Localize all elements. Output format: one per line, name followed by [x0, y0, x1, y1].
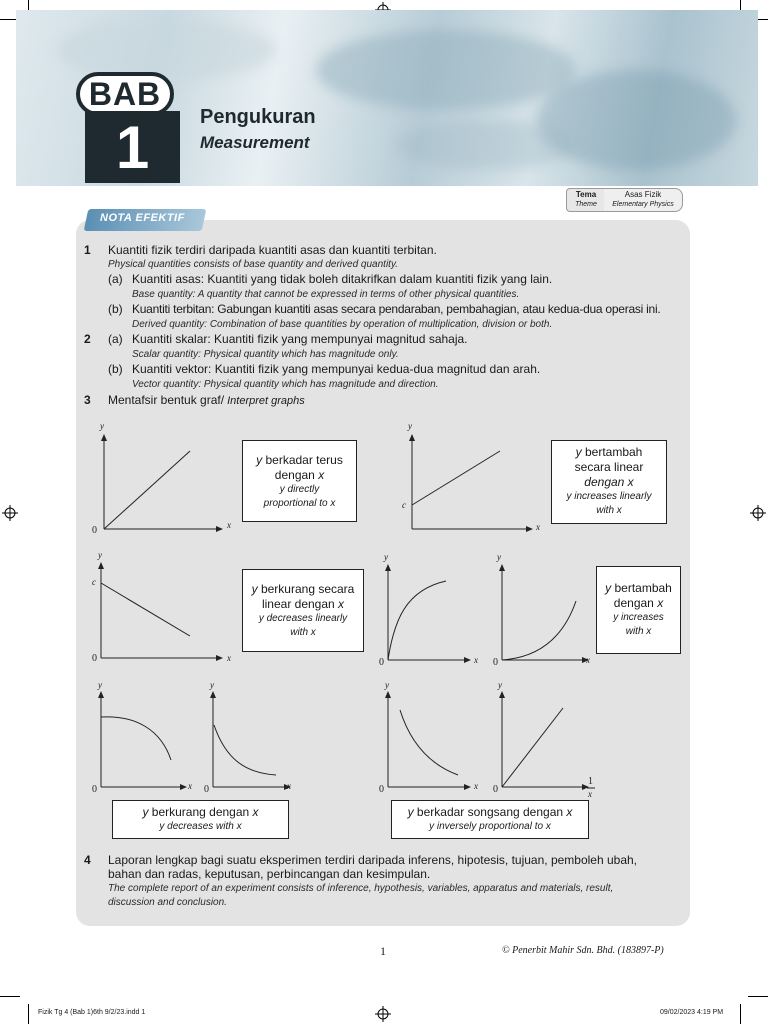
- item-text: bahan dan radas, keputusan, perbincangan dan kesimpulan.: [108, 867, 431, 881]
- axis-label: x: [188, 781, 192, 791]
- axis-label: y: [408, 421, 412, 431]
- label-direct: y berkadar terus dengan x y directly proportional to x: [242, 440, 357, 522]
- origin-label: 0: [493, 657, 498, 668]
- registration-mark-bottom: [375, 1006, 391, 1022]
- axis-label: y: [497, 552, 501, 562]
- sub-text: Kuantiti asas: Kuantiti yang tidak boleh ditakrifkan dalam kuantiti fizik yang lain.: [132, 272, 553, 286]
- axis-label: x: [536, 522, 540, 532]
- label-increase: y bertambah dengan x y increases with x: [596, 566, 681, 654]
- sub-label: (b): [108, 362, 123, 376]
- graph-line: [104, 451, 190, 529]
- axis-label: x: [586, 655, 590, 665]
- axis-label: x: [227, 653, 231, 663]
- page-number: 1: [380, 944, 386, 958]
- label-inverse: y berkadar songsang dengan x y inversely proportional to x: [391, 800, 589, 839]
- theme-label-en: Theme: [575, 201, 597, 208]
- axis-label: y: [210, 680, 214, 690]
- file-slug: Fizik Tg 4 (Bab 1)6th 9/2/23.indd 1: [38, 1009, 146, 1016]
- sub-translation: Vector quantity: Physical quantity which has magnitude and direction.: [132, 379, 439, 390]
- item-translation: The complete report of an experiment consists of inference, hypothesis, variables, apparatus and materials, result,: [108, 883, 614, 894]
- registration-mark-right: [750, 505, 766, 521]
- axis-label: y: [498, 680, 502, 690]
- crop-mark: [28, 1004, 29, 1024]
- graph-line: [101, 717, 171, 760]
- theme-label: Tema: [575, 190, 597, 199]
- intercept-label: c: [92, 577, 96, 587]
- sub-text: Kuantiti skalar: Kuantiti fizik yang mempunyai magnitud sahaja.: [132, 332, 468, 346]
- chapter-title: Pengukuran: [200, 106, 316, 128]
- graph-line: [502, 708, 563, 787]
- fraction-numerator: 1: [588, 776, 593, 787]
- label-decrease-linear: y berkurang secara linear dengan x y decreases linearly with x: [242, 569, 364, 652]
- axis-label: x: [588, 789, 592, 799]
- origin-label: 0: [379, 657, 384, 668]
- axis-label: x: [474, 655, 478, 665]
- origin-label: 0: [92, 784, 97, 795]
- crop-mark: [748, 996, 768, 997]
- origin-label: 0: [379, 784, 384, 795]
- item-number: 4: [84, 853, 91, 867]
- intercept-label: c: [402, 500, 406, 510]
- graph-line: [412, 451, 500, 505]
- chapter-subtitle: Measurement: [200, 133, 310, 152]
- sub-label: (a): [108, 332, 123, 346]
- sub-label: (b): [108, 302, 123, 316]
- graph-line: [388, 581, 446, 660]
- nota-heading: NOTA EFEKTIF: [100, 212, 185, 224]
- chapter-label: BAB: [76, 72, 174, 116]
- crop-mark: [0, 996, 20, 997]
- item-translation: discussion and conclusion.: [108, 897, 227, 908]
- item-text: Laporan lengkap bagi suatu eksperimen terdiri daripada inferens, hipotesis, tujuan, pemboleh ubah,: [108, 853, 638, 867]
- item-text: Kuantiti fizik terdiri daripada kuantiti asas dan kuantiti terbitan.: [108, 243, 437, 257]
- registration-mark-left: [2, 505, 18, 521]
- item-number: 2: [84, 332, 91, 346]
- sub-translation: Derived quantity: Combination of base quantities by operation of multiplication, division or both.: [132, 319, 553, 330]
- crop-mark: [740, 1004, 741, 1024]
- axis-label: y: [100, 421, 104, 431]
- chapter-number: 1: [85, 111, 180, 183]
- graph-line: [101, 583, 190, 636]
- graph-line: [502, 601, 576, 660]
- axis-label: y: [98, 550, 102, 560]
- copyright: © Penerbit Mahir Sdn. Bhd. (183897-P): [502, 945, 664, 956]
- label-decrease: y berkurang dengan x y decreases with x: [112, 800, 289, 839]
- axis-label: x: [227, 520, 231, 530]
- print-date: 09/02/2023 4:19 PM: [660, 1009, 724, 1016]
- theme-value-en: Elementary Physics: [612, 201, 674, 208]
- axis-label: y: [384, 552, 388, 562]
- theme-tag: [566, 188, 682, 212]
- item-translation: Physical quantities consists of base quantity and derived quantity.: [108, 259, 398, 270]
- sub-label: (a): [108, 272, 123, 286]
- sub-text: Kuantiti terbitan: Gabungan kuantiti asas secara pendaraban, pembahagian, atau kedua-dua operasi ini.: [132, 302, 661, 316]
- axis-label: x: [474, 781, 478, 791]
- graph-line: [214, 725, 276, 775]
- item-number: 3: [84, 393, 91, 407]
- axis-label: y: [385, 680, 389, 690]
- axis-label: y: [98, 680, 102, 690]
- origin-label: 0: [493, 784, 498, 795]
- label-increase-linear: y bertambah secara linear dengan x y increases linearly with x: [551, 440, 667, 524]
- axis-label: x: [287, 781, 291, 791]
- origin-label: 0: [204, 784, 209, 795]
- sub-translation: Scalar quantity: Physical quantity which has magnitude only.: [132, 349, 399, 360]
- graph-line: [400, 710, 458, 775]
- sub-translation: Base quantity: A quantity that cannot be expressed in terms of other physical quantities.: [132, 289, 520, 300]
- origin-label: 0: [92, 653, 97, 664]
- item-text: Mentafsir bentuk graf/ Interpret graphs: [108, 393, 305, 407]
- sub-text: Kuantiti vektor: Kuantiti fizik yang mempunyai kedua-dua magnitud dan arah.: [132, 362, 541, 376]
- origin-label: 0: [92, 525, 97, 536]
- theme-value: Asas Fizik: [624, 190, 662, 199]
- item-number: 1: [84, 243, 91, 257]
